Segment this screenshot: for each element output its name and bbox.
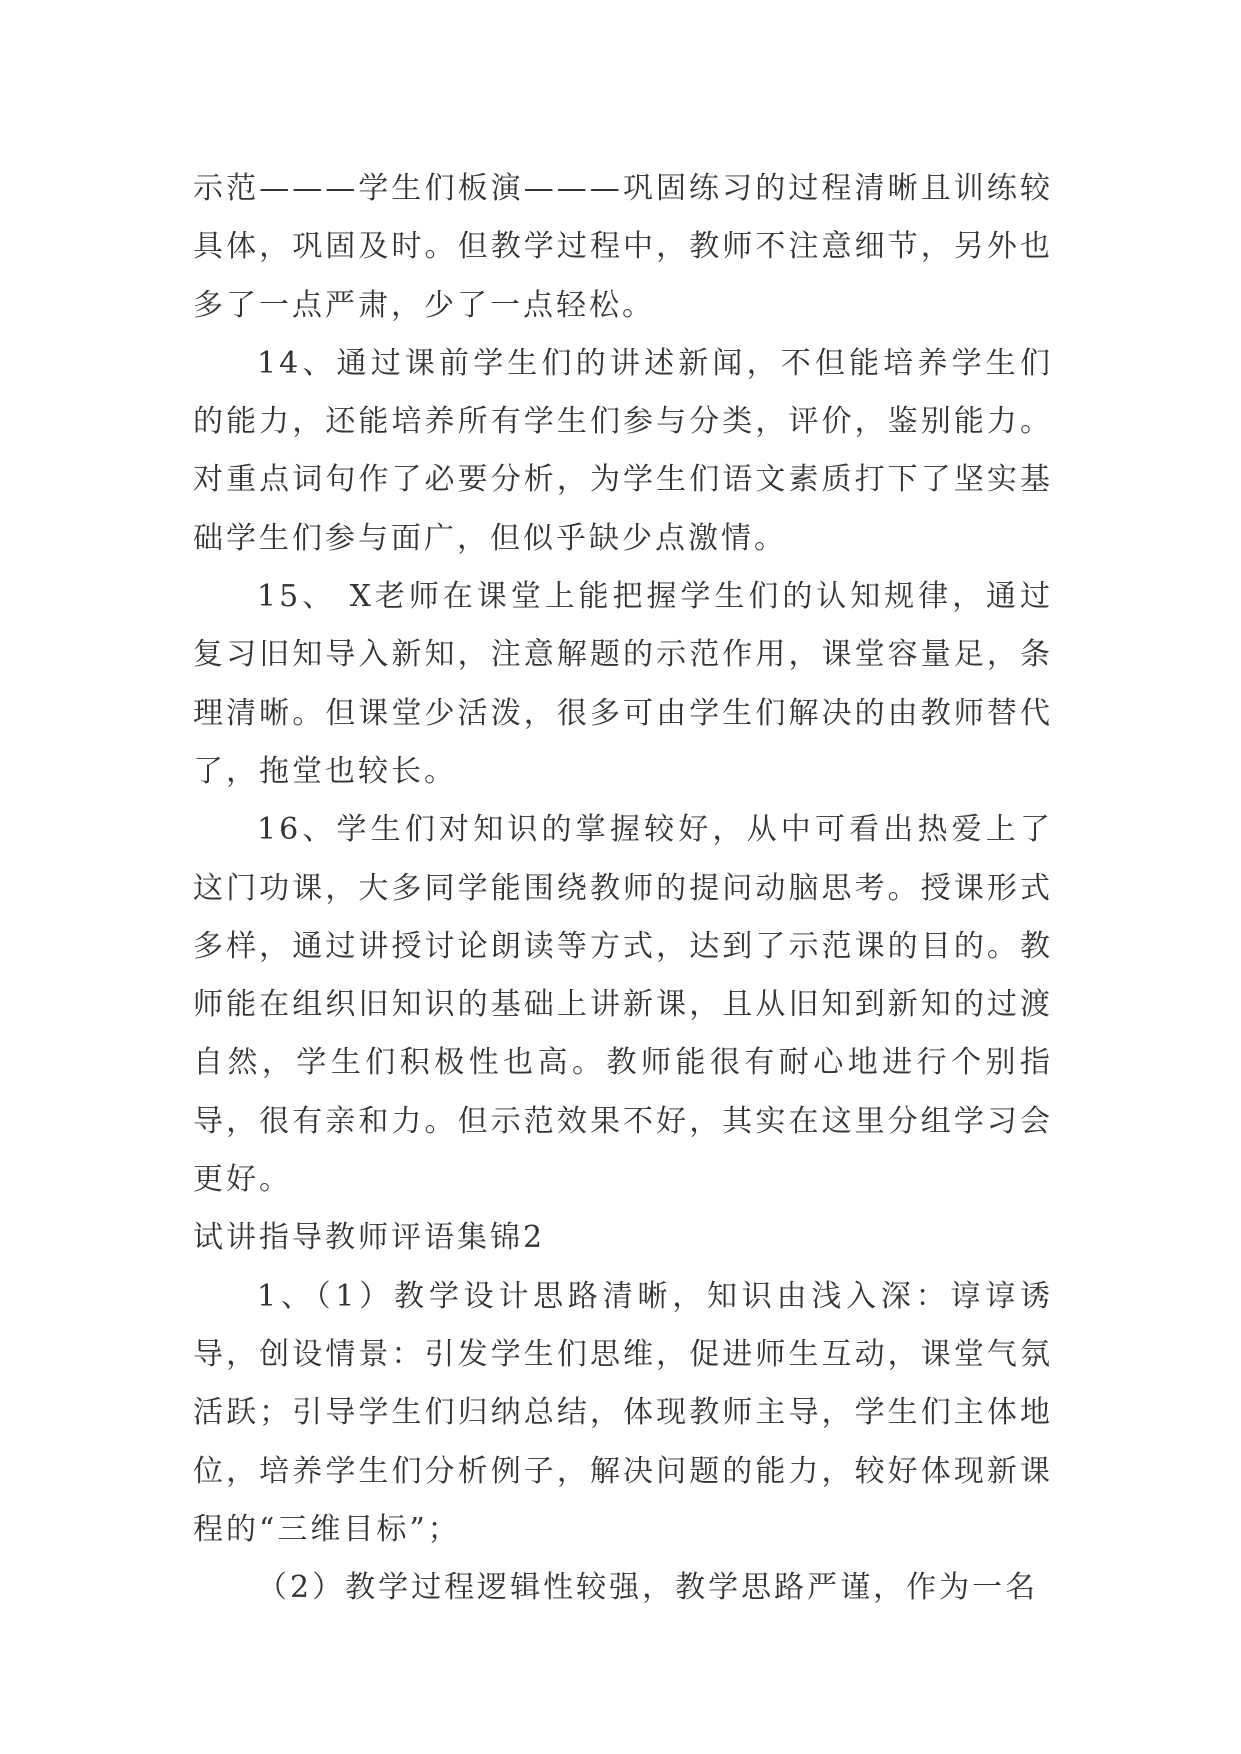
paragraph-item-15: 15、 X老师在课堂上能把握学生们的认知规律，通过复习旧知导入新知，注意解题的示范作用，课堂容量足，条理清晰。但课堂少活泼，很多可由学生们解决的由教师替代了，拖堂也较长。 (193, 579, 1053, 789)
paragraph-item-14: 14、通过课前学生们的讲述新闻，不但能培养学生们的能力，还能培养所有学生们参与分类，评价，鉴别能力。对重点词句作了必要分析，为学生们语文素质打下了坚实基础学生们参与面广，但似乎缺少点激情。 (193, 345, 1053, 556)
paragraph-continuation: 示范———学生们板演———巩固练习的过程清晰且训练较具体，巩固及时。但教学过程中，教师不注意细节，另外也多了一点严肃，少了一点轻松。 (193, 171, 1053, 323)
section-heading: 试讲指导教师评语集锦2 (193, 1220, 546, 1256)
paragraph-item-1: 1、（1）教学设计思路清晰，知识由浅入深：谆谆诱导，创设情景：引发学生们思维，促进师生互动，课堂气氛活跃；引导学生们归纳总结，体现教师主导，学生们主体地位，培养学生们分析例子，解决问题的能力，较好体现新课程的“三维目标”； (193, 1278, 1053, 1547)
document-body (193, 160, 1053, 1617)
paragraph-item-16: 16、学生们对知识的掌握较好，从中可看出热爱上了这门功课，大多同学能围绕教师的提问动脑思考。授课形式多样，通过讲授讨论朗读等方式，达到了示范课的目的。教师能在组织旧知识的基础上讲新课，且从旧知到新知的过渡自然，学生们积极性也高。教师能很有耐心地进行个别指导，很有亲和力。但示范效果不好，其实在这里分组学习会更好。 (193, 812, 1053, 1198)
paragraph-item-1-2: （2）教学过程逻辑性较强，教学思路严谨，作为一名 (257, 1570, 1039, 1606)
